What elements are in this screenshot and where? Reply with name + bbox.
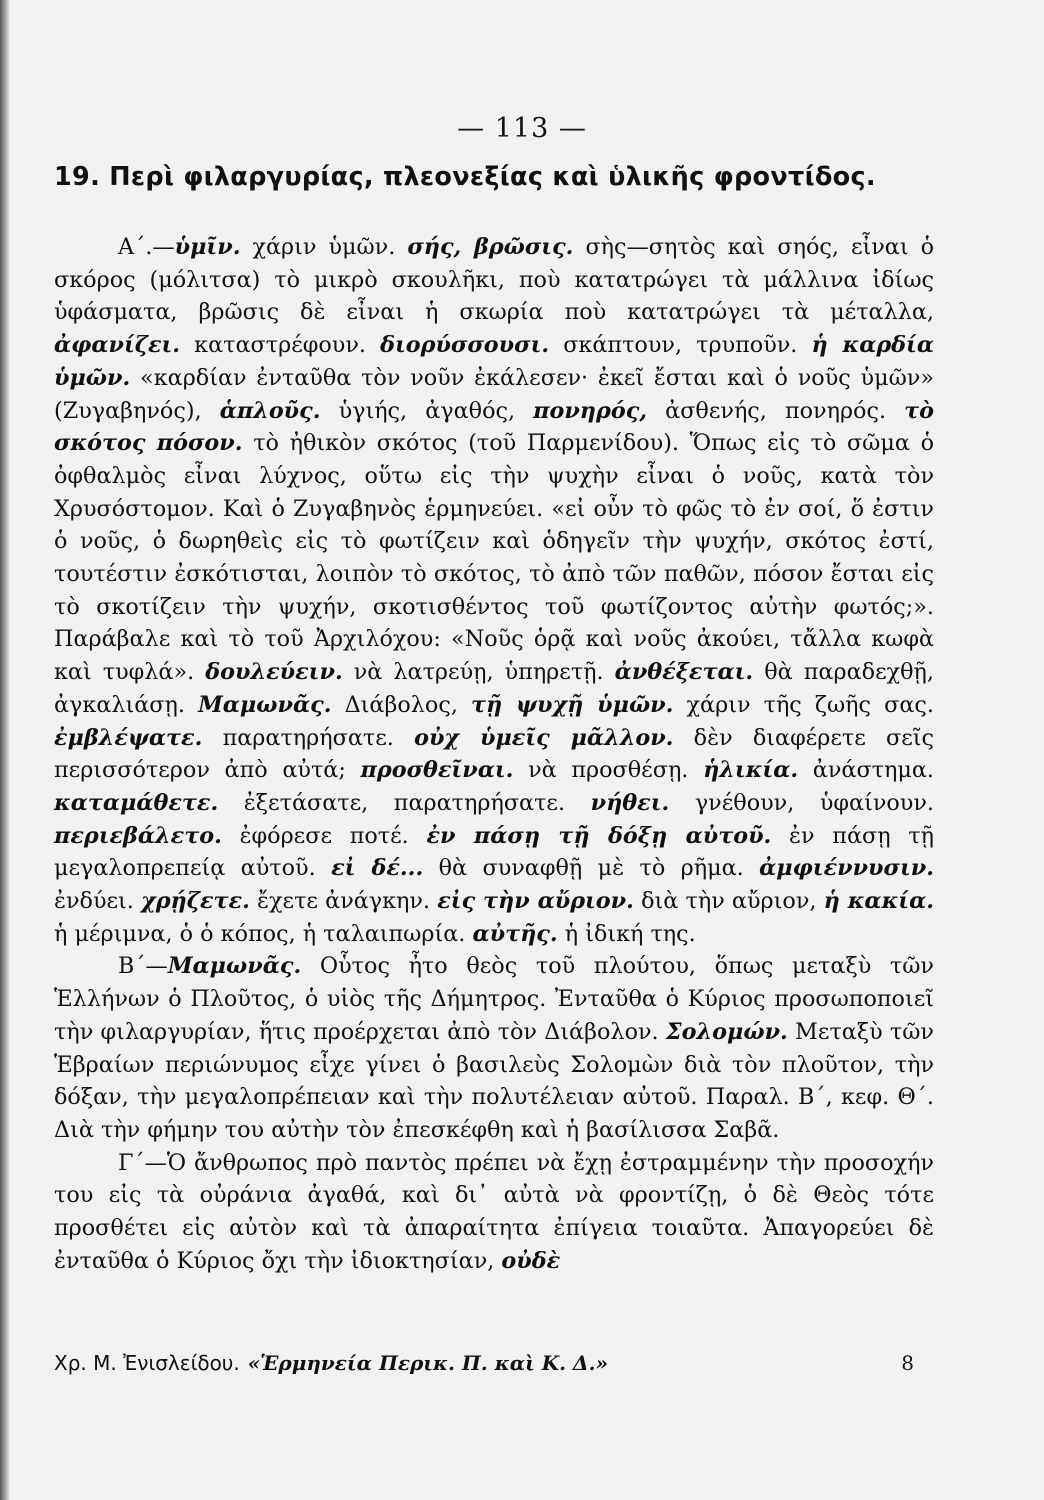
- term: αὐτῆς.: [472, 920, 558, 947]
- body-text: [54, 231, 934, 1278]
- text-run: Διάβολος,: [331, 691, 472, 718]
- term: ἀνθέξεται.: [614, 659, 754, 686]
- page-footer: [54, 1351, 934, 1375]
- text-run: δὲν διαφέρετε σεῖς περισσότερον ἀπὸ αὐτά;: [54, 724, 934, 784]
- term: ἡλικία.: [703, 757, 799, 784]
- text-run: ἀνάστημα.: [798, 757, 935, 784]
- text-run: ἐνδύει.: [54, 888, 142, 915]
- text-run: νὰ προσθέσῃ.: [513, 757, 704, 784]
- text-run: «καρδίαν ἐνταῦθα τὸν νοῦν ἐκάλεσεν· ἐκεῖ ἔσται καὶ ὁ νοῦς ὑμῶν» (Ζυγαβηνός),: [54, 364, 934, 424]
- term: περιεβάλετο.: [54, 822, 222, 849]
- text-run: Α΄.—: [118, 234, 175, 260]
- text-run: σὴς—σητὸς καὶ σηός, εἶναι ὁ σκόρος (μόλιτσα) τὸ μικρὸ σκουλῆκι, ποὺ κατατρώγει τὰ μάλλινα ἰδίως ὑφάσματα, βρῶσις δὲ εἶναι ἡ σκωρία ποὺ κατατρώγει τὰ μέταλλα,: [54, 234, 935, 326]
- page-binding-edge: [0, 0, 10, 1500]
- text-run: θὰ συναφθῇ μὲ τὸ ρῆμα.: [423, 855, 760, 882]
- term: εἰ δέ...: [331, 855, 424, 882]
- text-run: διὰ τὴν αὔριον,: [633, 888, 824, 915]
- term: οὐχ ὑμεῖς μᾶλλον.: [414, 724, 674, 751]
- section-heading: 19. Περὶ φιλαργυρίας, πλεονεξίας καὶ ὑλικῆς φροντίδος.: [54, 162, 876, 192]
- term: σής, βρῶσις.: [407, 234, 574, 260]
- text-run: χάριν ὑμῶν.: [240, 234, 408, 260]
- paragraph-a: [54, 231, 934, 950]
- term: τῇ ψυχῇ ὑμῶν.: [471, 691, 674, 718]
- term: δουλεύειν.: [205, 659, 343, 686]
- text-run: Οὗτος ἦτο θεὸς τοῦ πλούτου, ὅπως μεταξὺ τῶν Ἑλλήνων ὁ Πλοῦτος, ὁ υἱὸς τῆς Δήμητρος. Ἐνταῦθα ὁ Κύριος προσωποποιεῖ τὴν φιλαργυρίαν, ἥτις προέρχεται ἀπὸ τὸν Διάβολον.: [54, 953, 934, 1045]
- text-run: ἐξετάσατε, παρατηρήσατε.: [218, 789, 591, 816]
- term: ἀφανίζει.: [54, 332, 181, 359]
- footer-book-title: «Ἑρμηνεία Περικ. Π. καὶ Κ. Δ.»: [247, 1351, 609, 1375]
- text-run: Μεταξὺ τῶν Ἑβραίων περιώνυμος εἶχε γίνει ὁ βασιλεὺς Σολομὼν διὰ τὸν πλοῦτον, τὴν δόξαν, τὴν μεγαλοπρέπειαν καὶ τὴν πολυτέλειαν αὐτοῦ. Παραλ. Β΄, κεφ. Θ΄. Διὰ τὴν φήμην του αὐτὴν τὸν ἐπεσκέφθη καὶ ἡ βασίλισσα Σαβᾶ.: [54, 1018, 934, 1143]
- text-run: Γ΄—Ὁ ἄνθρωπος πρὸ παντὸς πρέπει νὰ ἔχῃ ἐστραμμένην τὴν προσοχήν του εἰς τὰ οὐράνια ἀγαθά, καὶ δι᾽ αὐτὰ νὰ φροντίζῃ, ὁ δὲ Θεὸς τότε προσθέτει εἰς αὐτὸν καὶ τὰ ἀπαραίτητα ἐπίγεια τοιαῦτα. Ἀπαγορεύει δὲ ἐνταῦθα ὁ Κύριος ὄχι τὴν ἰδιοκτησίαν,: [54, 1149, 934, 1274]
- term: τὸ σκότος πόσον.: [54, 397, 934, 457]
- term: ἡ κακία.: [823, 888, 934, 915]
- term: διορύσσουσι.: [380, 332, 550, 359]
- text-run: ἡ μέριμνα, ὁ ὁ κόπος, ἡ ταλαιπωρία.: [54, 920, 473, 947]
- term: εἰς τὴν αὔριον.: [437, 888, 634, 915]
- term: πονηρός,: [533, 397, 648, 424]
- footer-author: Χρ. Μ. Ἐνισλείδου.: [54, 1351, 240, 1375]
- text-run: ἡ ἰδική της.: [557, 920, 696, 947]
- text-run: ἀσθενής, πονηρός.: [647, 397, 905, 424]
- text-run: νὰ λατρεύῃ, ὑπηρετῇ.: [342, 659, 615, 686]
- term: ἀμφιέννυσιν.: [759, 855, 934, 882]
- text-run: Β΄—: [118, 953, 168, 980]
- term: χρῄζετε.: [141, 888, 250, 915]
- term: οὐδὲ: [501, 1247, 561, 1274]
- term: ἡ καρδία ὑμῶν.: [54, 332, 934, 391]
- term: Μαμωνᾶς.: [198, 691, 332, 718]
- term: προσθεῖναι.: [360, 757, 514, 784]
- text-run: χάριν τῆς ζωῆς σας.: [673, 691, 934, 718]
- term: Μαμωνᾶς.: [167, 953, 302, 980]
- text-run: παρατηρήσατε.: [202, 724, 415, 751]
- text-run: καταστρέφουν.: [180, 332, 381, 359]
- text-run: ἐφόρεσε ποτέ.: [221, 822, 427, 849]
- text-run: ὑγιής, ἀγαθός,: [320, 397, 534, 424]
- term: ἁπλοῦς.: [219, 397, 321, 424]
- page-number: — 113 —: [457, 113, 587, 144]
- signature-mark: 8: [901, 1351, 914, 1375]
- paragraph-b: [54, 950, 934, 1146]
- paragraph-c: [54, 1147, 934, 1278]
- term: Σολομών.: [665, 1018, 788, 1045]
- text-run: σκάπτουν, τρυποῦν.: [549, 332, 812, 359]
- text-run: ἔχετε ἀνάγκην.: [249, 888, 438, 915]
- term: καταμάθετε.: [54, 789, 219, 816]
- term: ἐμβλέψατε.: [54, 724, 203, 751]
- term: νήθει.: [590, 789, 670, 816]
- text-run: ἐν πάσῃ τῇ μεγαλοπρεπείᾳ αὐτοῦ.: [54, 822, 934, 882]
- text-run: γνέθουν, ὑφαίνουν.: [669, 789, 934, 816]
- text-run: τὸ ἠθικὸν σκότος (τοῦ Παρμενίδου). Ὅπως εἰς τὸ σῶμα ὁ ὀφθαλμὸς εἶναι λύχνος, οὕτω εἰς τὴν ψυχὴν εἶναι ὁ νοῦς, κατὰ τὸν Χρυσόστομον. Καὶ ὁ Ζυγαβηνὸς ἑρμηνεύει. «εἰ οὖν τὸ φῶς τὸ ἐν σοί, ὅ ἐστιν ὁ νοῦς, ὁ δωρηθεὶς εἰς τὸ φωτίζειν καὶ ὁδηγεῖν τὴν ψυχήν, σκότος ἐστί, τουτέστιν ἐσκότισται, λοιπὸν τὸ σκότος, τὸ ἀπὸ τῶν παθῶν, πόσον ἔσται εἰς τὸ σκοτίζειν τὴν ψυχήν, σκοτισθέντος τοῦ φωτίζοντος αὐτὴν φωτός;». Παράβαλε καὶ τὸ τοῦ Ἀρχιλόχου: «Νοῦς ὁρᾷ καὶ νοῦς ἀκούει, τἄλλα κωφὰ καὶ τυφλά».: [54, 430, 934, 686]
- text-run: θὰ παραδεχθῇ, ἀγκαλιάσῃ.: [54, 659, 934, 718]
- term: ὑμῖν.: [174, 234, 241, 260]
- term: ἐν πάσῃ τῇ δόξῃ αὐτοῦ.: [426, 822, 772, 849]
